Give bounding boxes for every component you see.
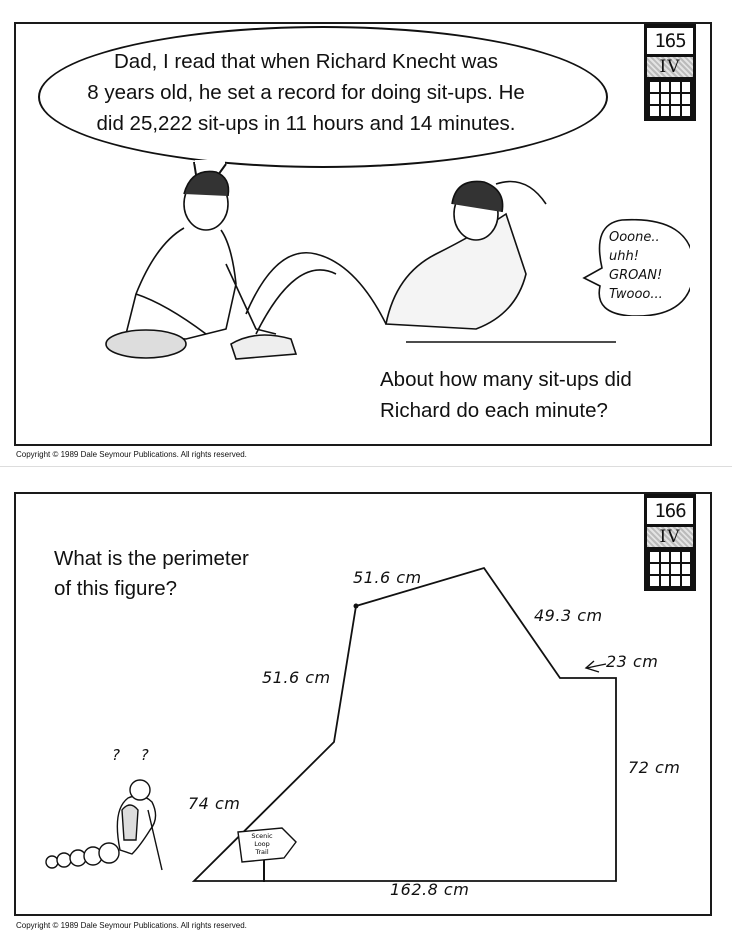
trail-sign — [234, 824, 304, 884]
card-level: IV — [647, 57, 693, 77]
dimension-bottom: 162.8 cm — [390, 880, 470, 899]
card-number: 166 — [647, 498, 693, 524]
question-marks: ? ? — [112, 746, 157, 764]
card-divider — [0, 466, 732, 467]
dimension-slant: 49.3 cm — [534, 606, 603, 625]
question-text: About how many sit-ups did Richard do each minute? — [380, 368, 632, 422]
copyright-notice: Copyright © 1989 Dale Seymour Publications. All rights reserved. — [16, 921, 247, 930]
dimension-left-lower: 74 cm — [188, 794, 241, 813]
dad-speech-text: Ooone.. uhh! GROAN! Twooo... — [609, 230, 663, 302]
card-level: IV — [647, 527, 693, 547]
problem-card-165 — [14, 22, 712, 446]
card-number: 165 — [647, 28, 693, 54]
sign-text-line3: Trail — [255, 848, 269, 856]
question-text: What is the perimeter of this figure? — [54, 547, 249, 600]
sit-ups-illustration — [56, 154, 616, 374]
dimension-top: 51.6 cm — [353, 568, 422, 587]
dimension-left-upper: 51.6 cm — [262, 668, 331, 687]
copyright-notice: Copyright © 1989 Dale Seymour Publications. All rights reserved. — [16, 450, 247, 459]
sign-text-line1: Scenic — [251, 832, 273, 840]
dimension-step: 23 cm — [606, 652, 659, 671]
sign-text-line2: Loop — [254, 840, 270, 848]
problem-card-166 — [14, 492, 712, 916]
calculator-icon — [650, 82, 690, 116]
card-badge — [644, 24, 696, 121]
speech-bubble-text: Dad, I read that when Richard Knecht was 8 years old, he set a record for doing sit-ups. He did 25,222 sit-ups in 11 hours and 14 minutes. — [87, 50, 525, 135]
caterpillar-illustration — [32, 770, 172, 880]
dimension-right: 72 cm — [628, 758, 681, 777]
